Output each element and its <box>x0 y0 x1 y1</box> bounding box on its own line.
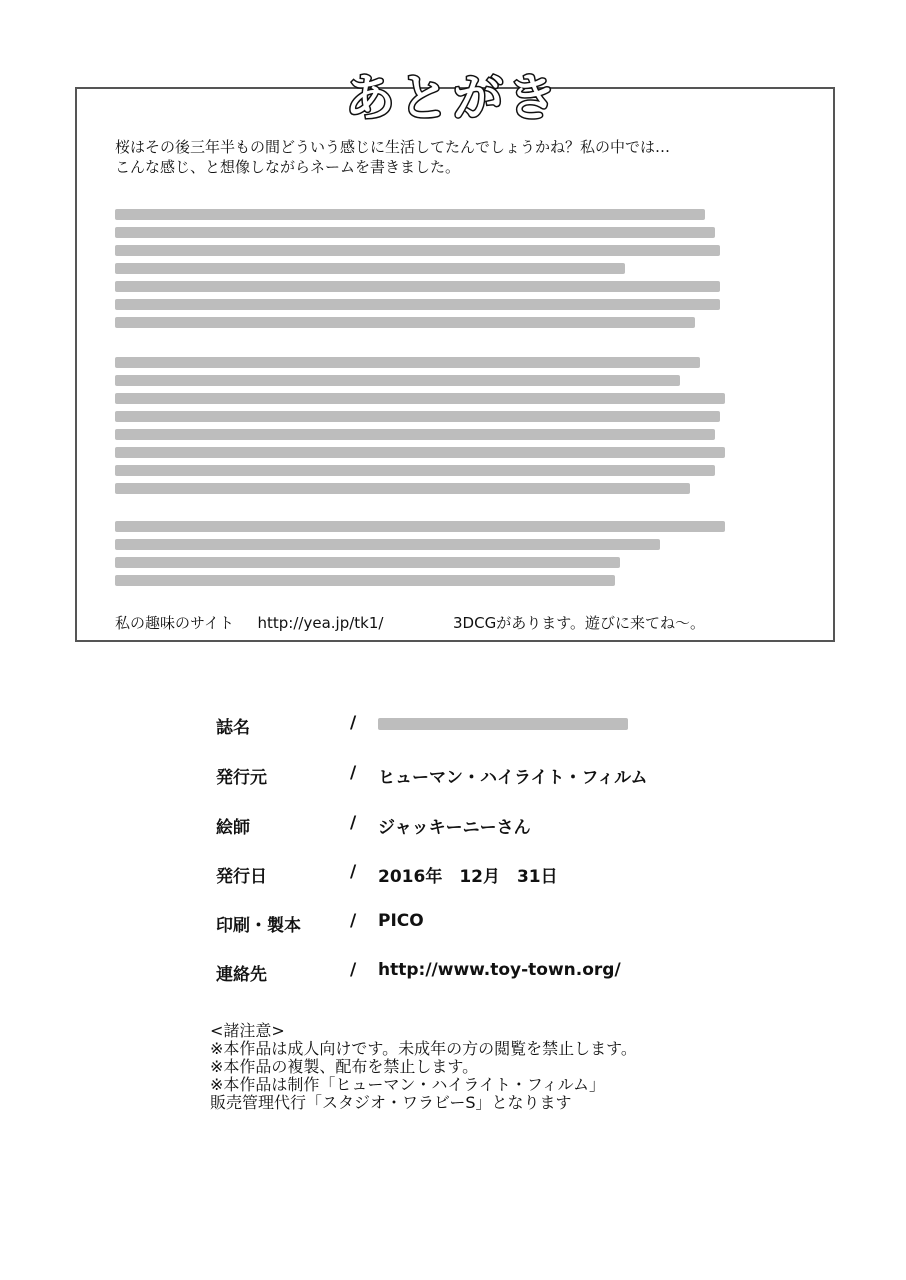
omitted-text-line <box>115 263 625 274</box>
omitted-text-line <box>115 429 715 440</box>
omitted-text-line <box>115 227 715 238</box>
omitted-text-line <box>115 299 720 310</box>
notice-line: 販売管理代行「スタジオ・ワラビーS」となります <box>210 1093 572 1112</box>
site-url[interactable]: http://yea.jp/tk1/ <box>257 614 384 632</box>
omitted-text-line <box>115 575 615 586</box>
omitted-title <box>378 718 628 730</box>
notice-line: ※本作品の複製、配布を禁止します。 <box>210 1057 479 1076</box>
omitted-text-line <box>115 209 705 220</box>
omitted-text-line <box>115 539 660 550</box>
afterword-line: 桜はその後三年半もの間どういう感じに生活してたんでしょうかね？私の中では… <box>115 138 671 156</box>
omitted-text-line <box>115 375 680 386</box>
omitted-text-line <box>115 557 620 568</box>
omitted-text-line <box>115 521 725 532</box>
notices-heading: <諸注意> <box>210 1021 285 1040</box>
omitted-text-line <box>115 465 715 476</box>
omitted-text-line <box>115 281 720 292</box>
site-line <box>115 614 705 632</box>
omitted-text-line <box>115 317 695 328</box>
afterword-heading: あとがき <box>345 69 561 127</box>
contact-url[interactable]: http://www.toy-town.org/ <box>378 960 621 980</box>
notice-line: ※本作品は成人向けです。未成年の方の閲覧を禁止します。 <box>210 1039 637 1058</box>
omitted-text-line <box>115 447 725 458</box>
omitted-text-line <box>115 245 720 256</box>
omitted-text-line <box>115 411 720 422</box>
omitted-text-line <box>115 393 725 404</box>
notice-line: ※本作品は制作「ヒューマン・ハイライト・フィルム」 <box>210 1075 606 1094</box>
omitted-text-line <box>115 357 700 368</box>
notices <box>210 1022 637 1112</box>
afterword-line: こんな感じ、と想像しながらネームを書きました。 <box>115 158 461 176</box>
site-label: 私の趣味のサイト <box>115 614 234 632</box>
site-note: 3DCGがあります。遊びに来てね～。 <box>453 614 706 632</box>
omitted-text-line <box>115 483 690 494</box>
